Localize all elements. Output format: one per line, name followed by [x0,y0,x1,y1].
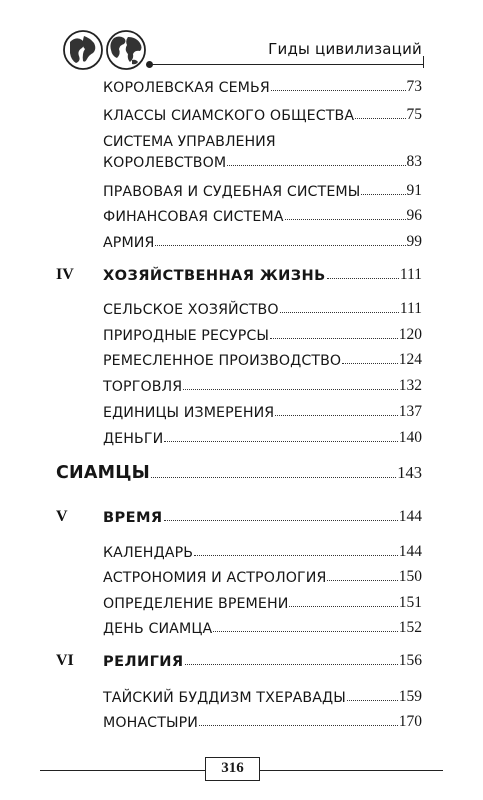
section-numeral: V [56,508,68,525]
toc-entry-royal-family [103,78,422,96]
toc-page-number: 137 [398,403,422,420]
toc-entry-label: ФИНАНСОВАЯ СИСТЕМА [103,209,284,225]
toc-entry-governance [103,153,422,171]
dot-leader [342,363,398,364]
toc-entry-label: МОНАСТЫРИ [103,715,198,731]
toc-entry-legal-system [103,182,422,200]
running-title: Гиды цивилизаций [268,40,422,58]
dot-leader [280,312,399,313]
dot-leader [227,165,405,166]
toc-entry-crafts [103,351,422,369]
toc-entry-siamese-society [103,106,422,124]
toc-entry-label: АРМИЯ [103,235,155,251]
toc-entry-finance [103,207,422,225]
dot-leader [361,194,405,195]
toc-page-number: 156 [398,652,422,669]
toc-entry-monasteries [103,713,422,731]
toc-page-number: 96 [406,207,422,224]
toc-entry-buddhism [103,688,422,706]
toc-section-time [103,508,422,526]
toc-page-number: 120 [398,326,422,343]
toc-entry-astronomy [103,568,422,586]
toc-page-number: 144 [398,508,422,525]
toc-entry-label: СЕЛЬСКОЕ ХОЗЯЙСТВО [103,302,279,318]
dot-leader [271,90,406,91]
dot-leader [285,219,406,220]
dot-leader [327,278,399,279]
toc-page-number: 159 [398,688,422,705]
toc-page-number: 99 [406,233,422,250]
toc-entry-label: ОПРЕДЕЛЕНИЕ ВРЕМЕНИ [103,596,289,612]
toc-page-number: 150 [398,568,422,585]
dot-leader [199,725,398,726]
dot-leader [270,338,398,339]
toc-entry-calendar [103,543,422,561]
toc-page-number: 111 [399,300,422,317]
toc-section-economic-life [103,266,422,284]
toc-entry-agriculture [103,300,422,318]
footer-page-number: 316 [205,757,260,781]
toc-entry-resources [103,326,422,344]
footer-rule-left [40,770,205,771]
toc-entry-label: КАЛЕНДАРЬ [103,545,194,561]
toc-entry-label: ПРИРОДНЫЕ РЕСУРСЫ [103,328,270,344]
dot-leader [213,631,398,632]
toc-entry-label: ТАЙСКИЙ БУДДИЗМ ТХЕРАВАДЫ [103,690,346,706]
section-numeral: VI [56,652,74,669]
toc-entry-units [103,403,422,421]
dot-leader [164,441,397,442]
toc-page-number: 132 [398,377,422,394]
toc-section-label: РЕЛИГИЯ [103,653,184,670]
toc-part-label: СИАМЦЫ [56,463,151,483]
toc-page-number: 144 [398,543,422,560]
dot-leader [347,700,398,701]
toc-entry-label: ЕДИНИЦЫ ИЗМЕРЕНИЯ [103,405,275,421]
footer-rule-right [260,770,443,771]
toc-entry-label: АСТРОНОМИЯ И АСТРОЛОГИЯ [103,570,327,586]
toc-entry-label-first-line: СИСТЕМА УПРАВЛЕНИЯ [103,134,276,150]
toc-entry-trade [103,377,422,395]
dot-leader [183,389,397,390]
toc-page-number: 140 [398,429,422,446]
toc-entry-label: КЛАССЫ СИАМСКОГО ОБЩЕСТВА [103,108,355,124]
toc-section-label: ВРЕМЯ [103,509,163,526]
toc-page-number: 170 [398,713,422,730]
toc-page-number: 75 [406,106,422,123]
dot-leader [194,555,398,556]
toc-section-label: ХОЗЯЙСТВЕННАЯ ЖИЗНЬ [103,267,326,284]
dot-leader [327,580,397,581]
toc-page-number: 83 [406,153,422,170]
dot-leader [185,664,398,665]
toc-section-religion [103,652,422,670]
toc-entry-label: ДЕНЬ СИАМЦА [103,621,213,637]
toc-entry-army [103,233,422,251]
toc-page-number: 151 [398,594,422,611]
toc-part-siamese [56,463,422,483]
dot-leader [355,118,405,119]
toc-page-number: 124 [398,351,422,368]
toc-entry-money [103,429,422,447]
toc-page-number: 73 [406,78,422,95]
toc-entry-day [103,619,422,637]
toc-page-number: 152 [398,619,422,636]
dot-leader [289,606,397,607]
toc-page-number: 111 [399,266,422,283]
toc-page-number: 143 [397,463,422,482]
toc-page-number: 91 [406,182,422,199]
toc-entry-label: КОРОЛЕВСКАЯ СЕМЬЯ [103,80,270,96]
toc-entry-timekeeping [103,594,422,612]
toc-entry-label: КОРОЛЕВСТВОМ [103,155,227,171]
toc-entry-label: ПРАВОВАЯ И СУДЕБНАЯ СИСТЕМЫ [103,184,361,200]
dot-leader [151,477,396,478]
dot-leader [164,520,398,521]
toc-entry-label: ТОРГОВЛЯ [103,379,183,395]
toc-entry-label: РЕМЕСЛЕННОЕ ПРОИЗВОДСТВО [103,353,342,369]
dot-leader [155,245,405,246]
toc-entry-label: ДЕНЬГИ [103,431,164,447]
dot-leader [275,415,397,416]
section-numeral: IV [56,266,74,283]
